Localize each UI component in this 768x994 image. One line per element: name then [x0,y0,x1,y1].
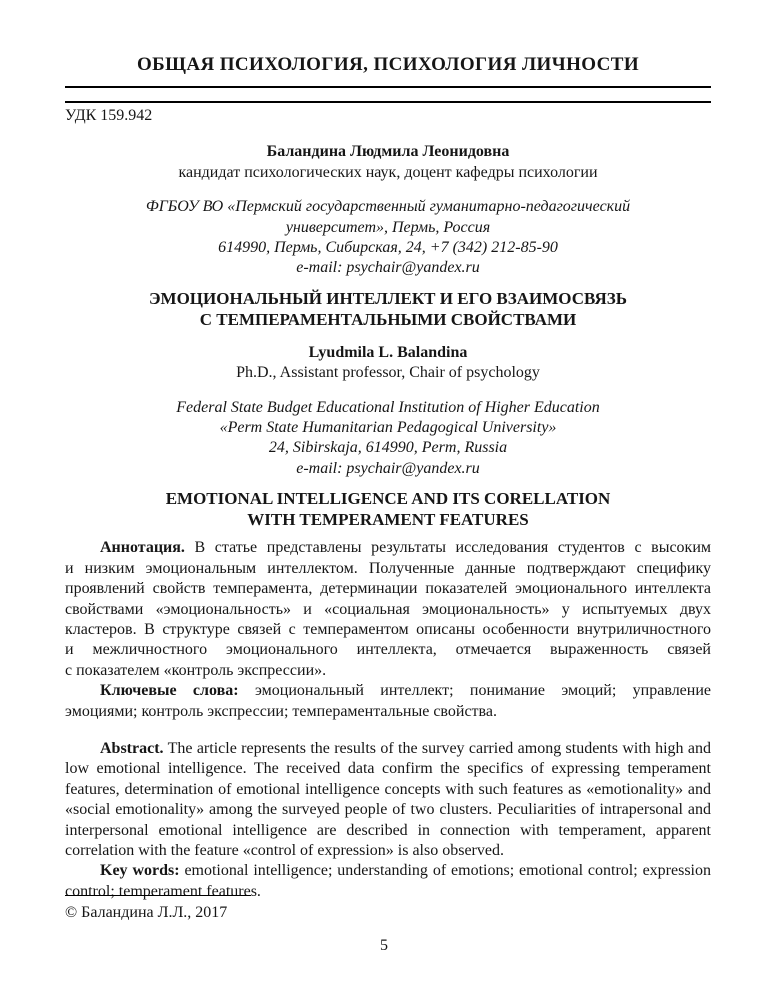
journal-section-header: ОБЩАЯ ПСИХОЛОГИЯ, ПСИХОЛОГИЯ ЛИЧНОСТИ [65,52,711,88]
author-degree-ru: кандидат психологических наук, доцент кафедры психологии [178,163,598,181]
paper-title-en-line-1: EMOTIONAL INTELLIGENCE AND ITS CORELLATION [165,489,611,509]
footnote-divider [65,895,251,896]
page-number: 5 [380,937,388,954]
abstract-ru-label: Аннотация. [100,539,185,557]
paper-title-ru [65,288,711,330]
abstract-en [65,739,711,861]
keywords-en-label: Key words: [100,862,180,880]
author-block-en [65,343,711,384]
keywords-en-text: emotional intelligence; understanding of emotions; emotional control; expression control; temperament features. [65,862,711,900]
affiliation-en-line-2: «Perm State Humanitarian Pedagogical University» [219,419,557,437]
paper-title-en [65,488,711,530]
affiliation-en-line-3: 24, Sibirskaja, 614990, Perm, Russia [268,439,508,457]
affiliation-en-line-4: e-mail: psychair@yandex.ru [296,459,480,477]
footnote [65,895,251,923]
author-name-en: Lyudmila L. Balandina [308,343,468,361]
abstract-en-text: The article represents the results of the survey carried among students with high and low emotional intelligence. The received data confirm the specifics of expressing temperament features, determination of emotional intelligence concepts with such features as «emotionality» and «social emotionality» among the surveyed people of two clusters. Peculiarities of intrapersonal and interpersonal emotional intelligence are described in connection with temperament, apparent correlation with the feature «control of expression» is also observed. [65,739,711,859]
keywords-ru [65,681,711,722]
affiliation-en-line-1: Federal State Budget Educational Institution of Higher Education [176,398,600,416]
paper-title-en-line-2: WITH TEMPERAMENT FEATURES [247,510,529,530]
affiliation-ru-line-4: e-mail: psychair@yandex.ru [296,259,480,277]
author-name-ru: Баландина Людмила Леонидовна [266,143,510,161]
affiliation-ru-line-2: университет», Пермь, Россия [285,218,491,236]
copyright-note: © Баландина Л.Л., 2017 [65,904,228,921]
affiliation-en [65,398,711,480]
paper-title-ru-line-2: С ТЕМПЕРАМЕНТАЛЬНЫМИ СВОЙСТВАМИ [199,309,577,329]
keywords-ru-text: эмоциональный интеллект; понимание эмоций; управление эмоциями; контроль экспрессии; темпераментальные свойства. [65,682,712,720]
abstract-en-label: Abstract. [100,739,164,757]
paper-title-ru-line-1: ЭМОЦИОНАЛЬНЫЙ ИНТЕЛЛЕКТ И ЕГО ВЗАИМОСВЯЗЬ [149,288,627,308]
abstract-ru-text: В статье представлены результаты исследования студентов с высоким и низким эмоциональным интеллектом. Полученные данные подтверждают специфику проявлений свойств темперамента, детерминации показателей эмоционального интеллекта свойствами «эмоциональность» и «социальная эмоциональность» у испытуемых двух кластеров. В структуре связей с темпераментом описаны особенности внутриличностного и межличностного эмоционального интеллекта, отмечается выраженность связей с показателем «контроль экспрессии». [65,539,712,679]
affiliation-ru-line-3: 614990, Пермь, Сибирская, 24, +7 (342) 212-85-90 [218,239,558,257]
udc-code: УДК 159.942 [65,107,153,124]
abstract-ru [65,538,711,681]
header-divider [65,101,711,103]
affiliation-ru-line-1: ФГБОУ ВО «Пермский государственный гуманитарно-педагогический [145,198,631,216]
affiliation-ru [65,197,711,279]
author-degree-en: Ph.D., Assistant professor, Chair of psychology [236,364,540,382]
keywords-ru-label: Ключевые слова: [100,682,239,700]
